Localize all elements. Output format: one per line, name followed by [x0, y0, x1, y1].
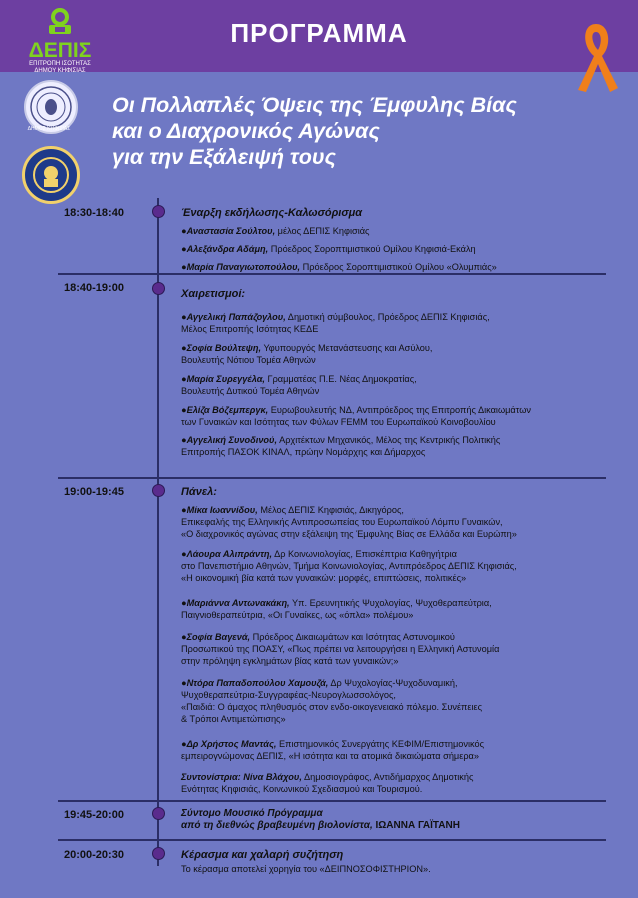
speaker-name: Σοφία Βούλτεψη, — [186, 343, 262, 353]
talk-title: στην πρόληψη εγκλημάτων βίας κατά των γυναικών;» — [181, 656, 399, 666]
speaker-name: Δρ Χρήστος Μαντάς, — [186, 739, 277, 749]
speaker-name: Ελίζα Βόζεμπεργκ, — [186, 405, 269, 415]
list-item: ●Αγγελική Παπάζογλου, Δημοτική σύμβουλος, Πρόεδρος ΔΕΠΙΣ Κηφισιάς, Μέλος Επιτροπής Ισότητας ΚΕΔΕ — [181, 312, 490, 334]
speaker-role-line2: εμπειρογνώμονας ΔΕΠΙΣ, «Η ισότητα και τα ατομικά δικαιώματα σήμερα» — [181, 751, 479, 761]
speaker-role: μέλος ΔΕΠΙΣ Κηφισιάς — [275, 226, 370, 236]
speaker-role: Γραμματέας Π.Ε. Νέας Δημοκρατίας, — [264, 374, 417, 384]
depis-logo-icon — [44, 8, 76, 38]
list-item: ●Ελίζα Βόζεμπεργκ, Ευρωβουλευτής ΝΔ, Αντιπρόεδρος της Επιτροπής Δικαιωμάτων των Γυναικών και Ισότητας των Φύλων FEMM του Ευρωπαϊκού Κοινοβουλίου — [181, 405, 531, 427]
section-divider — [58, 477, 606, 479]
speaker-role-line2: Βουλευτής Νότιου Τομέα Αθηνών — [181, 355, 316, 365]
logo-subtitle-line2: ΔΗΜΟΥ ΚΗΦΙΣΙΑΣ — [34, 68, 86, 74]
list-item: ●Αλεξάνδρα Αδάμη, Πρόεδρος Σοροπτιμιστικού Ομίλου Κηφισιά-Εκάλη — [181, 244, 476, 254]
speaker-role: Δημοτική σύμβουλος, Πρόεδρος ΔΕΠΙΣ Κηφισιάς, — [285, 312, 490, 322]
time-slot: 18:40-19:00 — [64, 282, 124, 294]
speaker-name: Αγγελική Συνοδινού, — [186, 435, 278, 445]
speaker-role-line2: Μέλος Επιτροπής Ισότητας ΚΕΔΕ — [181, 324, 319, 334]
speaker-name: Μαριάννα Αντωνακάκη, — [186, 598, 290, 608]
music-program-detail — [181, 820, 460, 832]
timeline-dot — [152, 484, 165, 497]
logo-subtitle-line1: ΕΠΙΤΡΟΠΗ ΙΣΟΤΗΤΑΣ — [29, 61, 91, 67]
list-item: ●Ντόρα Παπαδοπούλου Χαμουζά, Δρ Ψυχολογίας-Ψυχοδυναμική, Ψυχοθεραπεύτρια-Συγγραφέας-Νευρογλωσσολόγος, «Παιδιά: Ο άμαχος πληθυσμός στον ενδο-οικογενειακό πόλεμο. Συνέπειες & Τρόποι Αντιμετώπισης» — [181, 678, 483, 724]
list-item: ●Δρ Χρήστος Μαντάς, Επιστημονικός Συνεργάτης ΚΕΦΙΜ/Επιστημονικός εμπειρογνώμονας ΔΕΠΙΣ, «Η ισότητα και τα ατομικά δικαιώματα σήμερα» — [181, 739, 485, 761]
speaker-role: Αρχιτέκτων Μηχανικός, Μέλος της Κεντρικής Πολιτικής — [277, 435, 501, 445]
speaker-name: Σοφία Βαγενά, — [186, 632, 251, 642]
moderator-role: Δημοσιογράφος, Αντιδήμαρχος Δημοτικής — [301, 772, 474, 782]
municipality-seal-label: ΔΗΜΟΣ ΚΗΦΙΣΙΑΣ — [27, 126, 71, 132]
speaker-name: Αγγελική Παπάζογλου, — [186, 312, 286, 322]
soroptimist-seal-icon — [25, 149, 77, 201]
moderator-role-line2: Ενότητας Κηφισιάς, Κοινωνικού Σχεδιασμού και Τουρισμού. — [181, 784, 423, 794]
speaker-role: Ευρωβουλευτής ΝΔ, Αντιπρόεδρος της Επιτροπής Δικαιωμάτων — [268, 405, 531, 415]
time-slot: 20:00-20:30 — [64, 849, 124, 861]
list-item: ●Αναστασία Σούλτου, μέλος ΔΕΠΙΣ Κηφισιάς — [181, 226, 370, 236]
speaker-role: Πρόεδρος Σοροπτιμιστικού Ομίλου Κηφισιά-Εκάλη — [268, 244, 476, 254]
speaker-role-line2: Επικεφαλής της Ελληνικής Αντιπροσωπείας του Ευρωπαϊκού Λόμπυ Γυναικών, — [181, 517, 503, 527]
list-item: ●Σοφία Βούλτεψη, Υφυπουργός Μετανάστευσης και Ασύλου, Βουλευτής Νότιου Τομέα Αθηνών — [181, 343, 433, 365]
event-title-line3: για την Εξάλειψή τους — [112, 145, 336, 169]
list-item: ●Μαρία Συρεγγέλα, Γραμματέας Π.Ε. Νέας Δημοκρατίας, Βουλευτής Δυτικού Τομέα Αθηνών — [181, 374, 417, 396]
music-program-text: από τη διεθνώς βραβευμένη βιολονίστα, — [181, 820, 373, 831]
sponsor-note: Το κέρασμα αποτελεί χορηγία του «ΔΕΙΠΝΟΣΟΦΙΣΤΗΡΙΟΝ». — [181, 864, 431, 874]
speaker-role-line2: Προσωπικού της ΠΟΑΣΥ, «Πως πρέπει να λειτουργήσει η Ελληνική Αστυνομία — [181, 644, 500, 654]
timeline-dot — [152, 847, 165, 860]
time-slot: 19:00-19:45 — [64, 486, 124, 498]
page-title: ΠΡΟΓΡΑΜΜΑ — [230, 18, 408, 48]
speaker-name: Αναστασία Σούλτου, — [186, 226, 276, 236]
section-divider — [58, 273, 606, 275]
timeline-dot — [152, 205, 165, 218]
timeline-dot — [152, 807, 165, 820]
performer-name: ΙΩΑΝΝΑ ΓΑΪΤΑΝΗ — [375, 820, 460, 831]
speaker-role-line2: Ψυχοθεραπεύτρια-Συγγραφέας-Νευρογλωσσολόγος, — [181, 690, 396, 700]
section-heading: Κέρασμα και χαλαρή συζήτηση — [181, 849, 344, 861]
logo-subtitle — [20, 61, 100, 75]
speaker-name: Ντόρα Παπαδοπούλου Χαμουζά, — [186, 678, 329, 688]
speaker-role-line2: Βουλευτής Δυτικού Τομέα Αθηνών — [181, 386, 320, 396]
talk-title: «Παιδιά: Ο άμαχος πληθυσμός στον ενδο-οικογενειακό πόλεμο. Συνέπειες — [181, 702, 483, 712]
depis-logo — [20, 6, 100, 72]
list-item: ●Μαριάννα Αντωνακάκη, Υπ. Ερευνητικής Ψυχολογίας, Ψυχοθεραπεύτρια, Παιγνιοθεραπεύτρια, «Οι Γυναίκες, ως «όπλα» πολέμου» — [181, 598, 492, 620]
section-divider — [58, 839, 606, 841]
event-title-line1: Οι Πολλαπλές Όψεις της Έμφυλης Βίας — [112, 93, 517, 117]
event-title-line2: και ο Διαχρονικός Αγώνας — [112, 119, 380, 143]
talk-title: Παιγνιοθεραπεύτρια, «Οι Γυναίκες, ως «όπλα» πολέμου» — [181, 610, 414, 620]
section-heading: Χαιρετισμοί: — [181, 288, 246, 300]
speaker-role: Μέλος ΔΕΠΙΣ Κηφισιάς, Δικηγόρος, — [257, 505, 404, 515]
time-slot: 18:30-18:40 — [64, 207, 124, 219]
logo-name: ΔΕΠΙΣ — [28, 39, 92, 62]
speaker-name: Μαρία Συρεγγέλα, — [186, 374, 265, 384]
awareness-ribbon-icon — [572, 20, 620, 92]
soroptimist-seal — [22, 146, 80, 204]
list-item — [181, 771, 473, 795]
speaker-role: Δρ Ψυχολογίας-Ψυχοδυναμική, — [328, 678, 458, 688]
list-item: ●Λάουρα Αλιπράντη, Δρ Κοινωνιολογίας, Επισκέπτρια Καθηγήτρια στο Πανεπιστήμιο Αθηνών, Τμήμα Κοινωνιολογίας, Αντιπρόεδρος ΔΕΠΙΣ Κηφισιάς, «Η οικονομική βία κατά των γυναικών: μορφές, επιπτώσεις, πολιτικές» — [181, 549, 517, 583]
speaker-name: Αλεξάνδρα Αδάμη, — [186, 244, 269, 254]
timeline-line — [157, 198, 159, 866]
music-program — [181, 808, 460, 832]
list-item: ●Αγγελική Συνοδινού, Αρχιτέκτων Μηχανικός, Μέλος της Κεντρικής Πολιτικής Επιτροπής ΠΑΣΟΚ ΚΙΝΑΛ, πρώην Νομάρχης και Δήμαρχος — [181, 435, 501, 457]
talk-title: «Η οικονομική βία κατά των γυναικών: μορφές, επιπτώσεις, πολιτικές» — [181, 573, 467, 583]
talk-title-line2: & Τρόποι Αντιμετώπισης» — [181, 714, 286, 724]
speaker-role-line2: των Γυναικών και Ισότητας των Φύλων FEMM του Ευρωπαϊκού Κοινοβουλίου — [181, 417, 496, 427]
speaker-name: Μίκα Ιωαννίδου, — [186, 505, 258, 515]
speaker-role-line2: Επιτροπής ΠΑΣΟΚ ΚΙΝΑΛ, πρώην Νομάρχης και Δήμαρχος — [181, 447, 426, 457]
section-heading: Πάνελ: — [181, 486, 217, 498]
talk-title: «Ο διαχρονικός αγώνας στην εξάλειψη της Έμφυλης Βίας σε Ελλάδα και Ευρώπη» — [181, 529, 517, 539]
event-title — [112, 92, 612, 170]
speaker-role-line2: στο Πανεπιστήμιο Αθηνών, Τμήμα Κοινωνιολογίας, Αντιπρόεδρος ΔΕΠΙΣ Κηφισιάς, — [181, 561, 517, 571]
section-heading: Έναρξη εκδήλωσης-Καλωσόρισμα — [181, 207, 363, 219]
speaker-name: Λάουρα Αλιπράντη, — [186, 549, 273, 559]
moderator-name: Συντονίστρια: Νίνα Βλάχου, — [181, 772, 302, 782]
speaker-role: Επιστημονικός Συνεργάτης ΚΕΦΙΜ/Επιστημονικός — [276, 739, 485, 749]
speaker-role: Υπ. Ερευνητικής Ψυχολογίας, Ψυχοθεραπεύτρια, — [289, 598, 492, 608]
list-item: ●Μίκα Ιωαννίδου, Μέλος ΔΕΠΙΣ Κηφισιάς, Δικηγόρος, Επικεφαλής της Ελληνικής Αντιπροσωπείας του Ευρωπαϊκού Λόμπυ Γυναικών, «Ο διαχρονικός αγώνας στην εξάλειψη της Έμφυλης Βίας σε Ελλάδα και Ευρώπη» — [181, 505, 517, 539]
speaker-role: Δρ Κοινωνιολογίας, Επισκέπτρια Καθηγήτρια — [272, 549, 457, 559]
music-program-title: Σύντομο Μουσικό Πρόγραμμα — [181, 808, 323, 819]
list-item: ●Σοφία Βαγενά, Πρόεδρος Δικαιωμάτων και Ισότητας Αστυνομικού Προσωπικού της ΠΟΑΣΥ, «Πως πρέπει να λειτουργήσει η Ελληνική Αστυνομία στην πρόληψη εγκλημάτων βίας κατά των γυναικών;» — [181, 632, 500, 666]
section-divider — [58, 800, 606, 802]
municipality-seal-icon — [26, 82, 76, 132]
speaker-role: Πρόεδρος Δικαιωμάτων και Ισότητας Αστυνομικού — [250, 632, 455, 642]
speaker-name: Μαρία Παναγιωτοπούλου, — [186, 262, 301, 272]
time-slot: 19:45-20:00 — [64, 809, 124, 821]
speaker-role: Υφυπουργός Μετανάστευσης και Ασύλου, — [261, 343, 433, 353]
speaker-role: Πρόεδρος Σοροπτιμιστικού Ομίλου «Ολυμπιάς» — [300, 262, 497, 272]
list-item: ●Μαρία Παναγιωτοπούλου, Πρόεδρος Σοροπτιμιστικού Ομίλου «Ολυμπιάς» — [181, 262, 497, 272]
timeline-dot — [152, 282, 165, 295]
